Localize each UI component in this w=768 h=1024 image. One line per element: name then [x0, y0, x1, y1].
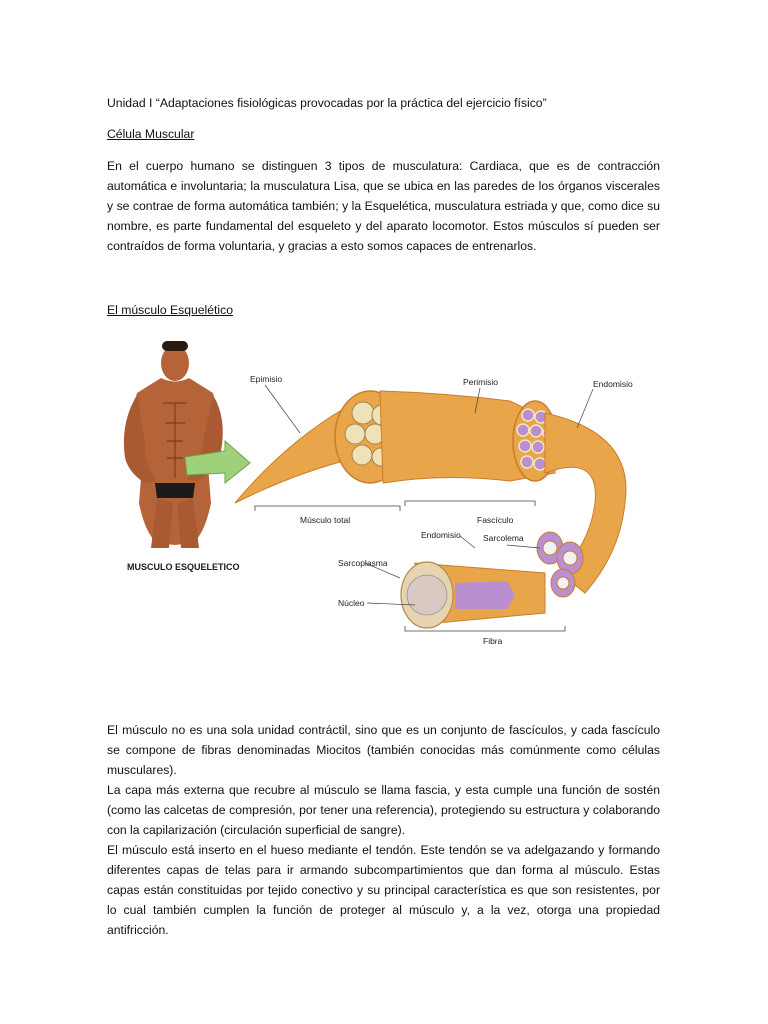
label-musculo-total: Músculo total: [300, 515, 351, 525]
label-fasciculo: Fascículo: [477, 515, 514, 525]
curving-fascicle: [545, 413, 626, 593]
section-heading-celula-muscular: Célula Muscular: [107, 127, 195, 141]
skeletal-muscle-illustration: [115, 333, 648, 653]
paragraph-muscle-types: En el cuerpo humano se distinguen 3 tipos de musculatura: Cardiaca, que es de contracción automática e involuntaria; la musculatura Lisa, que se ubica en las paredes de los órganos viscerales y se contrae de forma automática también; y la Esquelética, musculatura estriada y que, como dice su nombre, es parte fundamental del esqueleto y del aparato locomotor. Estos músculos sí pueden ser contraídos de forma voluntaria, y gracias a esto somos capaces de entrenarlos.: [107, 159, 660, 253]
bodybuilder-figure: [124, 341, 223, 548]
bracket-fasciculo: [405, 501, 535, 506]
sarcoplasm-dots: [407, 575, 447, 615]
label-epimisio: Epimisio: [250, 374, 283, 384]
paragraph-fasciculos: El músculo no es una sola unidad contráctil, sino que es un conjunto de fascículos, y cada fascículo se compone de fibras denominadas Miocitos (también conocidas más comúnmente como células musculares).: [107, 723, 660, 777]
label-endomisio-top: Endomisio: [593, 379, 633, 389]
label-endomisio-mid: Endomisio: [421, 530, 461, 540]
section-heading-musculo-esqueletico: El músculo Esquelético: [107, 303, 233, 317]
document-title: Unidad I “Adaptaciones fisiológicas provocadas por la práctica del ejercicio físico”: [107, 96, 547, 110]
label-fibra: Fibra: [483, 636, 503, 646]
paragraph-fascia: La capa más externa que recubre al músculo se llama fascia, y esta cumple una función de sostén (como las calcetas de compresión, por tener una referencia), protegiendo su estructura y colaborando con la capilarización (circulación superficial de sangre).: [107, 783, 660, 837]
paragraph-tendon: El músculo está inserto en el hueso mediante el tendón. Este tendón se va adelgazando y formando diferentes capas de telas para ir armando subcompartimientos que dan forma al músculo. Estas capas están constituidas por tejido conectivo y su principal característica es que son resistentes, por lo cual también cumplen la función de proteger al músculo y, a la vez, otorga una propiedad antifricción.: [107, 843, 660, 937]
label-sarcoplasma: Sarcoplasma: [338, 558, 388, 568]
label-sarcolema: Sarcolema: [483, 533, 524, 543]
label-musculo-esqueletico: MUSCULO ESQUELETICO: [127, 562, 240, 572]
label-nucleo: Núcleo: [338, 598, 365, 608]
label-perimisio: Perimisio: [463, 377, 498, 387]
body-text-block: [107, 720, 660, 940]
nucleus-shape: [455, 581, 515, 609]
bracket-musculo-total: [255, 506, 400, 511]
